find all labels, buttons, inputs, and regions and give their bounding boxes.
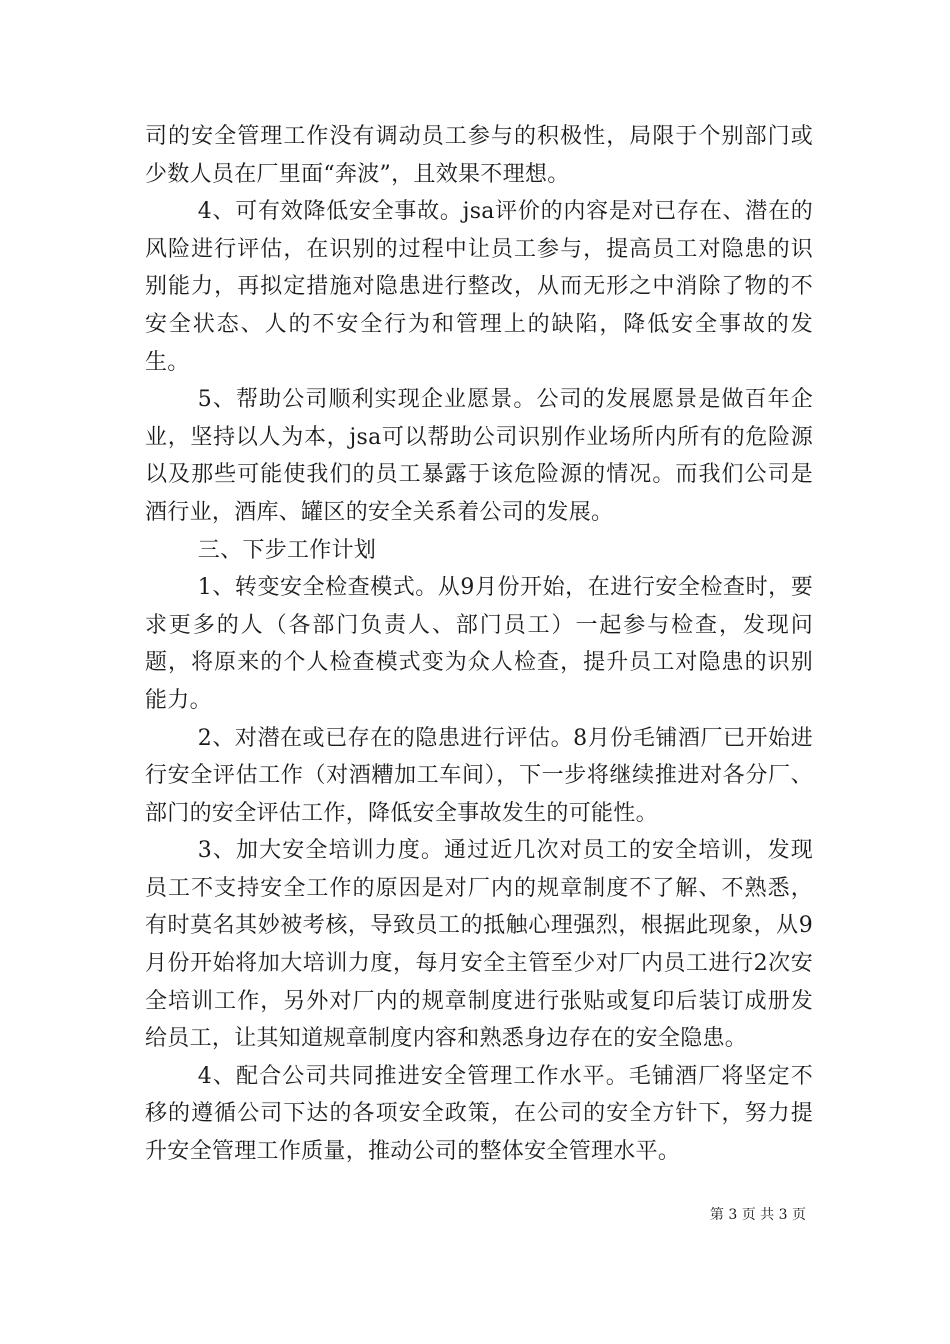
document-body bbox=[145, 118, 813, 1171]
paragraph-plan-1-inspection-mode: 1、转变安全检查模式。从9月份开始，在进行安全检查时，要求更多的人（各部门负责人、部门员工）一起参与检查，发现问题，将原来的个人检查模式变为众人检查，提升员工对隐患的识别能力。 bbox=[145, 575, 813, 713]
paragraph-plan-4-cooperation: 4、配合公司共同推进安全管理工作水平。毛铺酒厂将坚定不移的遵循公司下达的各项安全政策，在公司的安全方针下，努力提升安全管理工作质量，推动公司的整体安全管理水平。 bbox=[145, 1063, 813, 1165]
paragraph-plan-3-safety-training: 3、加大安全培训力度。通过近几次对员工的安全培训，发现员工不支持安全工作的原因是对厂内的规章制度不了解、不熟悉，有时莫名其妙被考核，导致员工的抵触心理强烈，根据此现象，从9月份开始将加大培训力度，每月安全主管至少对厂内员工进行2次安全培训工作，另外对厂内的规章制度进行张贴或复印后装订成册发给员工，让其知道规章制度内容和熟悉身边存在的安全隐患。 bbox=[145, 838, 813, 1052]
paragraph-plan-2-hazard-assessment: 2、对潜在或已存在的隐患进行评估。8月份毛铺酒厂已开始进行安全评估工作（对酒糟加工车间），下一步将继续推进对各分厂、部门的安全评估工作，降低安全事故发生的可能性。 bbox=[145, 725, 813, 826]
paragraph-item-4-reduce-accidents: 4、可有效降低安全事故。jsa评价的内容是对已存在、潜在的风险进行评估，在识别的过程中让员工参与，提高员工对隐患的识别能力，再拟定措施对隐患进行整改，从而无形之中消除了物的不安全状态、人的不安全行为和管理上的缺陷，降低安全事故的发生。 bbox=[145, 199, 813, 375]
paragraph-item-5-company-vision: 5、帮助公司顺利实现企业愿景。公司的发展愿景是做百年企业，坚持以人为本，jsa可以帮助公司识别作业场所内所有的危险源以及那些可能使我们的员工暴露于该危险源的情况。而我们公司是酒行业，酒库、罐区的安全关系着公司的发展。 bbox=[145, 387, 813, 525]
section-heading-next-steps: 三、下步工作计划 bbox=[197, 537, 377, 563]
page-number-footer: 第 3 页 共 3 页 bbox=[709, 1207, 806, 1223]
paragraph-continuation: 司的安全管理工作没有调动员工参与的积极性，局限于个别部门或少数人员在厂里面“奔波”，且效果不理想。 bbox=[145, 124, 813, 187]
